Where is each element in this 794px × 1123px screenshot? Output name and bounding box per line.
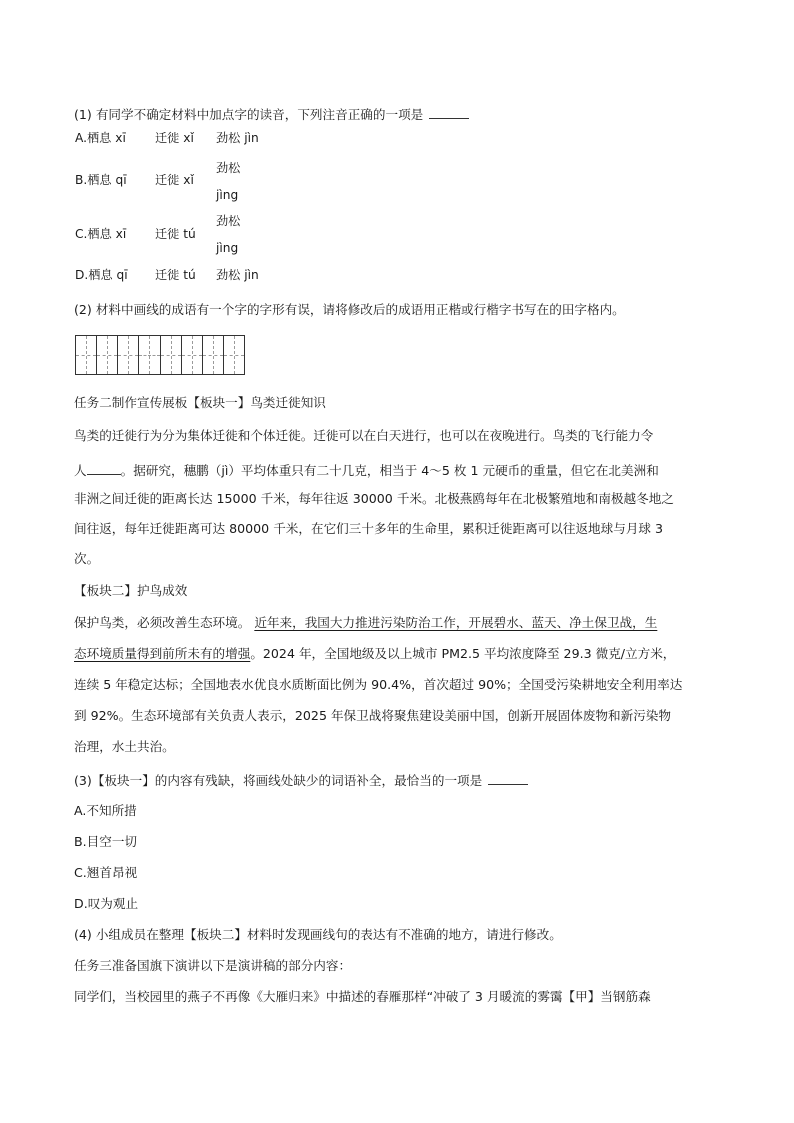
q3-option-a: A.不知所措 — [74, 803, 137, 818]
grid-cell[interactable] — [139, 336, 160, 374]
q3-option-b: B.目空一切 — [74, 834, 138, 849]
option-c-word2: 迁徙 tú — [155, 227, 196, 241]
block1-line-3: 非洲之间迁徙的距离长达 15000 千米，每年往返 30000 千米。北极燕鸥每年在北极繁殖地和南极越冬地之 — [74, 491, 674, 506]
grid-cell[interactable] — [182, 336, 203, 374]
q3-option-d: D.叹为观止 — [74, 896, 139, 911]
answer-blank — [488, 773, 528, 785]
grid-cell[interactable] — [97, 336, 118, 374]
option-a-word2: 迁徙 xǐ — [155, 131, 194, 145]
task-2-title: 任务二制作宣传展板【板块一】鸟类迁徙知识 — [74, 395, 326, 410]
block2-line-4: 到 92%。生态环境部有关负责人表示，2025 年保卫战将聚焦建设美丽中国，创新开展固体废物和新污染物 — [74, 708, 671, 723]
block2-line-1: 保护鸟类，必须改善生态环境。 近年来，我国大力推进污染防治工作，开展碧水、蓝天、净土保卫战，生 — [74, 615, 658, 630]
block1-line-2: 人 。据研究，穗鹏（jì）平均体重只有二十几克，相当于 4～5 枚 1 元硬币的重量，但它在北美洲和 — [74, 463, 659, 478]
question-3-stem: (3)【板块一】的内容有残缺，将画线处缺少的词语补全，最恰当的一项是 — [74, 773, 528, 788]
option-c-word3-pinyin: jìng — [216, 241, 239, 255]
option-d-label: D.栖息 qī — [75, 268, 128, 282]
grid-cell[interactable] — [76, 336, 97, 374]
grid-cell[interactable] — [203, 336, 224, 374]
block1-line-1: 鸟类的迁徙行为分为集体迁徙和个体迁徙。迁徙可以在白天进行，也可以在夜晚进行。鸟类的飞行能力令 — [74, 428, 654, 443]
option-c-label: C.栖息 xī — [75, 227, 127, 241]
option-c-word3: 劲松 — [216, 214, 241, 228]
question-4-stem: (4) 小组成员在整理【板块二】材料时发现画线句的表达有不准确的地方，请进行修改。 — [74, 927, 562, 942]
underlined-sentence-cont: 态环境质量得到前所未有的增强 — [74, 646, 251, 661]
answer-blank — [429, 107, 469, 119]
task-3-title: 任务三准备国旗下演讲以下是演讲稿的部分内容： — [74, 958, 352, 973]
grid-cell[interactable] — [161, 336, 182, 374]
question-2-stem: (2) 材料中画线的成语有一个字的字形有误，请将修改后的成语用正楷或行楷字书写在的田字格内。 — [74, 302, 625, 317]
option-b-word3-pinyin: jìng — [216, 188, 239, 202]
option-d-word2: 迁徙 tú — [155, 268, 196, 282]
option-d-word3: 劲松 jìn — [216, 268, 259, 282]
grid-cell[interactable] — [224, 336, 244, 374]
block2-line-3: 连续 5 年稳定达标；全国地表水优良水质断面比例为 90.4%，首次超过 90%；全国受污染耕地安全利用率达 — [74, 677, 683, 692]
grid-cell[interactable] — [118, 336, 139, 374]
option-a-word3: 劲松 jìn — [216, 131, 259, 145]
tianzige-grid[interactable] — [75, 335, 245, 375]
option-b-label: B.栖息 qī — [75, 173, 127, 187]
block2-line-2: 态环境质量得到前所未有的增强。2024 年，全国地级及以上城市 PM2.5 平均浓度降至 29.3 微克/立方米， — [74, 646, 676, 661]
speech-line-1: 同学们，当校园里的燕子不再像《大雁归来》中描述的春雁那样“冲破了 3 月暖流的雾霭【甲】当钢筋森 — [74, 989, 651, 1004]
block1-line-5: 次。 — [74, 551, 100, 566]
block2-line-5: 治理，水土共治。 — [74, 739, 175, 754]
underlined-sentence: 近年来，我国大力推进污染防治工作，开展碧水、蓝天、净土保卫战，生 — [254, 615, 658, 630]
option-b-word2: 迁徙 xǐ — [155, 173, 194, 187]
option-b-word3: 劲松 — [216, 161, 241, 175]
block1-line-4: 间往返，每年迁徙距离可达 80000 千米，在它们三十多年的生命里，累积迁徙距离可以往返地球与月球 3 — [74, 521, 664, 536]
block-2-title: 【板块二】护鸟成效 — [74, 583, 188, 598]
question-1-stem: (1) 有同学不确定材料中加点字的读音，下列注音正确的一项是 — [74, 107, 469, 122]
q3-option-c: C.翘首昂视 — [74, 865, 138, 880]
fill-blank — [87, 463, 121, 475]
option-a-label: A.栖息 xī — [75, 131, 126, 145]
